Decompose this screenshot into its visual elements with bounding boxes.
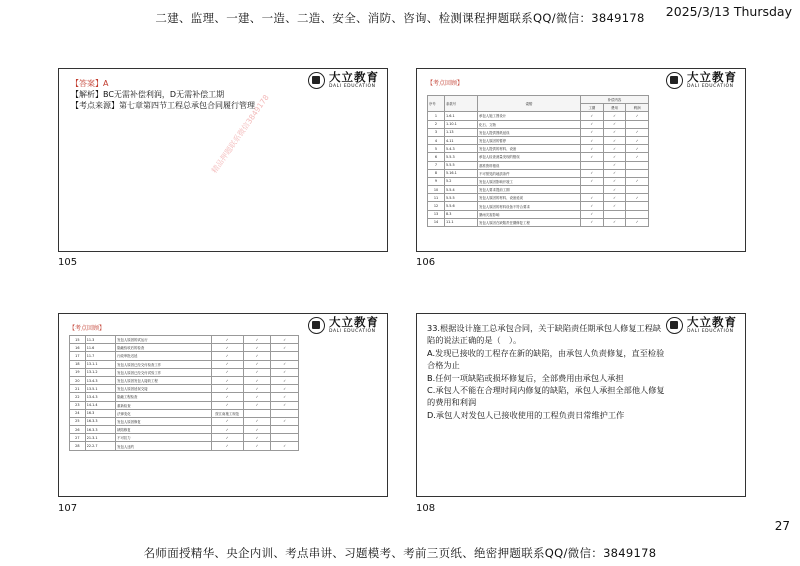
row-cost: ✓ xyxy=(603,145,626,153)
row-cost xyxy=(603,210,626,218)
row-item: 化石、文物 xyxy=(478,120,581,128)
row-profit xyxy=(626,161,649,169)
slide-number: 106 xyxy=(416,257,436,268)
slide-title: 【考点回顾】 xyxy=(427,80,464,87)
logo-en: DALI EDUCATION xyxy=(687,83,734,89)
row-cost: ✓ xyxy=(603,136,626,144)
slide-number: 108 xyxy=(416,503,436,514)
row-cost: ✓ xyxy=(603,112,626,120)
header-no: 序号 xyxy=(428,96,445,112)
logo xyxy=(666,72,737,89)
row-time: ✓ xyxy=(211,360,243,368)
table-row xyxy=(70,434,299,442)
row-clause: 16.3.3 xyxy=(85,417,115,425)
row-profit: ✓ xyxy=(626,194,649,202)
row-item: 承包人检查测量发现的错误 xyxy=(478,153,581,161)
logo-en: DALI EDUCATION xyxy=(329,83,376,89)
row-item: 发包人原因已经交付检查工作 xyxy=(116,360,211,368)
slide-number: 105 xyxy=(58,257,78,268)
row-profit xyxy=(271,434,299,442)
slide-title: 【考点回顾】 xyxy=(69,325,106,332)
row-item: 发包人原因的材料、设备延误 xyxy=(478,194,581,202)
row-number: 27 xyxy=(70,434,86,442)
row-number: 15 xyxy=(70,336,86,344)
logo xyxy=(308,72,379,89)
row-number: 1 xyxy=(428,112,445,120)
row-clause: 14.1.4 xyxy=(85,401,115,409)
table-row xyxy=(70,376,299,384)
table-row xyxy=(428,186,649,194)
header-c1: 工期 xyxy=(581,104,604,112)
row-profit: ✓ xyxy=(271,393,299,401)
row-clause: 11.3 xyxy=(85,336,115,344)
row-item: 行政审批迟延 xyxy=(116,352,211,360)
header-banner: 二建、监理、一建、一造、二造、安全、消防、咨询、检测课程押题联系QQ/微信：3849178 xyxy=(155,11,645,25)
row-item: 发包人提供的材料、设备 xyxy=(478,145,581,153)
row-cost: ✓ xyxy=(243,385,271,393)
row-profit xyxy=(626,120,649,128)
row-number: 18 xyxy=(70,360,86,368)
table-row xyxy=(428,136,649,144)
header-main: 索赔 xyxy=(478,96,581,112)
logo-cn: 大立教育 xyxy=(687,70,737,84)
row-profit: ✓ xyxy=(271,336,299,344)
row-clause: 11.7 xyxy=(85,352,115,360)
row-clause: 5.5.6 xyxy=(445,202,478,210)
row-profit xyxy=(626,169,649,177)
row-clause: 8.3 xyxy=(445,210,478,218)
row-number: 14 xyxy=(428,218,445,226)
row-time: ✓ xyxy=(581,128,604,136)
table-row xyxy=(428,153,649,161)
row-item: 发包人要求提前工期 xyxy=(478,186,581,194)
question-stem: 33.根据设计施工总承包合同，关于缺陷责任期承包人修复工程缺陷的说法正确的是（ ）。 xyxy=(427,323,662,346)
row-time: ✓ xyxy=(211,352,243,360)
row-profit: ✓ xyxy=(626,145,649,153)
row-clause: 5.5.3 xyxy=(445,153,478,161)
logo-icon xyxy=(666,72,683,89)
row-item: 发包人原因的暂停 xyxy=(478,136,581,144)
row-cost: ✓ xyxy=(243,368,271,376)
row-item: 发包人原因修复 xyxy=(116,417,211,425)
option-b: B.任何一项缺陷或损坏修复后，全部费用由承包人承担 xyxy=(427,372,624,383)
table-row xyxy=(70,409,299,417)
row-profit: ✓ xyxy=(271,360,299,368)
row-profit: ✓ xyxy=(271,417,299,425)
row-number: 11 xyxy=(428,194,445,202)
row-item: 发包人原因发包人接收工程 xyxy=(116,376,211,384)
logo xyxy=(666,317,737,334)
row-number: 17 xyxy=(70,352,86,360)
logo-icon xyxy=(308,72,325,89)
row-profit: ✓ xyxy=(626,136,649,144)
page-number: 27 xyxy=(774,519,790,533)
row-clause: 1.6.1 xyxy=(445,112,478,120)
option-a: A.发现已接收的工程存在新的缺陷，由承包人负责修复，直至检验合格为止 xyxy=(427,347,665,371)
row-item: 发包人原因的材料设备不符合要求 xyxy=(478,202,581,210)
row-item: 发包人原因影响开竣工 xyxy=(478,177,581,185)
slide-108 xyxy=(416,313,746,497)
row-cost: ✓ xyxy=(603,128,626,136)
table-row xyxy=(428,194,649,202)
table-row xyxy=(70,360,299,368)
logo-icon xyxy=(308,317,325,334)
table-row xyxy=(428,177,649,185)
row-cost xyxy=(243,409,271,417)
row-item: 发包人违约 xyxy=(116,442,211,450)
row-cost: ✓ xyxy=(603,169,626,177)
row-profit: ✓ xyxy=(626,177,649,185)
row-clause: 11.1 xyxy=(445,218,478,226)
row-clause: 13.1.1 xyxy=(85,360,115,368)
row-cost: ✓ xyxy=(603,202,626,210)
row-time: ✓ xyxy=(581,120,604,128)
row-number: 23 xyxy=(70,401,86,409)
row-number: 20 xyxy=(70,376,86,384)
row-number: 13 xyxy=(428,210,445,218)
row-clause: 5.5.5 xyxy=(445,194,478,202)
row-item: 发包人原因已经交付试验工作 xyxy=(116,368,211,376)
table-row xyxy=(428,120,649,128)
header-c3: 利润 xyxy=(626,104,649,112)
table-row xyxy=(428,218,649,226)
row-profit: ✓ xyxy=(626,128,649,136)
date-label: 2025/3/13 Thursday xyxy=(665,4,792,19)
row-time: ✓ xyxy=(211,336,243,344)
row-time: ✓ xyxy=(581,194,604,202)
slide-105 xyxy=(58,68,388,252)
row-profit xyxy=(271,409,299,417)
row-time: ✓ xyxy=(211,434,243,442)
table-row xyxy=(70,426,299,434)
option-c: C.承包人不能在合理时间内修复的缺陷，承包人承担全部他人修复的费用和利润 xyxy=(427,385,665,408)
row-number: 5 xyxy=(428,145,445,153)
row-item: 发包人原因在缺陷责任期修复工程 xyxy=(478,218,581,226)
row-profit: ✓ xyxy=(271,442,299,450)
row-cost: ✓ xyxy=(243,442,271,450)
row-time: ✓ xyxy=(211,385,243,393)
row-clause: 1.13 xyxy=(445,128,478,136)
row-number: 16 xyxy=(70,344,86,352)
row-profit: ✓ xyxy=(271,385,299,393)
row-number: 22 xyxy=(70,393,86,401)
table-row xyxy=(70,417,299,425)
row-profit: ✓ xyxy=(626,153,649,161)
row-profit xyxy=(626,202,649,210)
row-time: 按江南施工规范 xyxy=(211,409,243,417)
table-row xyxy=(70,352,299,360)
row-time: ✓ xyxy=(581,136,604,144)
table-row xyxy=(428,169,649,177)
row-time: ✓ xyxy=(581,169,604,177)
row-clause: 11.6 xyxy=(85,344,115,352)
row-profit: ✓ xyxy=(626,218,649,226)
table-row xyxy=(70,368,299,376)
row-time: ✓ xyxy=(211,442,243,450)
row-clause: 5.4.3 xyxy=(445,145,478,153)
row-item: 不可预见的地质条件 xyxy=(478,169,581,177)
row-profit xyxy=(626,186,649,194)
row-clause: 5.16.1 xyxy=(445,169,478,177)
row-item: 不可抗力 xyxy=(116,434,211,442)
table-row xyxy=(428,210,649,218)
table-row xyxy=(70,344,299,352)
source-line: 【考点来源】第七章第四节工程总承包合同履行管理 xyxy=(71,101,255,110)
row-number: 3 xyxy=(428,128,445,136)
row-clause: 13.1.2 xyxy=(85,368,115,376)
answer-line: 【答案】A xyxy=(71,79,109,88)
row-cost: ✓ xyxy=(243,352,271,360)
row-clause: 13.4.3 xyxy=(85,376,115,384)
row-item: 暴雨灾害影响 xyxy=(478,210,581,218)
row-number: 9 xyxy=(428,177,445,185)
row-time: ✓ xyxy=(211,368,243,376)
row-number: 21 xyxy=(70,385,86,393)
row-clause: 5.2 xyxy=(445,177,478,185)
option-d: D.承包人对发包人已接收使用的工程负责日常维护工作 xyxy=(427,409,625,420)
row-clause: 13.5.1 xyxy=(85,385,115,393)
row-clause: 16.3 xyxy=(85,409,115,417)
row-time: ✓ xyxy=(211,426,243,434)
row-cost: ✓ xyxy=(243,344,271,352)
row-number: 2 xyxy=(428,120,445,128)
row-profit: ✓ xyxy=(271,368,299,376)
table-row xyxy=(70,401,299,409)
row-clause: 13.4.3 xyxy=(85,393,115,401)
table-row xyxy=(70,393,299,401)
row-clause: 4.11 xyxy=(445,136,478,144)
row-cost: ✓ xyxy=(243,417,271,425)
row-time: ✓ xyxy=(581,153,604,161)
logo-icon xyxy=(666,317,683,334)
slide-107 xyxy=(58,313,388,497)
question-block xyxy=(427,322,667,421)
row-time: ✓ xyxy=(581,202,604,210)
row-item: 发包人原因的试运行 xyxy=(116,336,211,344)
row-time: ✓ xyxy=(581,145,604,153)
row-time: ✓ xyxy=(581,218,604,226)
row-cost: ✓ xyxy=(603,177,626,185)
row-cost: ✓ xyxy=(603,120,626,128)
watermark: 精品押题联系微信3849178 xyxy=(209,93,271,175)
row-time: ✓ xyxy=(211,344,243,352)
row-cost: ✓ xyxy=(603,161,626,169)
footer-banner: 名师面授精华、央企内训、考点串讲、习题模考、考前三页纸、绝密押题联系QQ/微信：3849178 xyxy=(143,546,657,560)
row-cost: ✓ xyxy=(243,336,271,344)
table-row xyxy=(428,112,649,120)
row-number: 7 xyxy=(428,161,445,169)
row-number: 10 xyxy=(428,186,445,194)
row-number: 19 xyxy=(70,368,86,376)
logo-en: DALI EDUCATION xyxy=(329,328,376,334)
row-time: ✓ xyxy=(581,210,604,218)
row-time: ✓ xyxy=(581,177,604,185)
row-number: 4 xyxy=(428,136,445,144)
row-time: ✓ xyxy=(211,393,243,401)
row-time xyxy=(581,161,604,169)
table-row xyxy=(70,442,299,450)
row-number: 8 xyxy=(428,169,445,177)
row-item: 发包人提供图纸延误 xyxy=(478,128,581,136)
row-cost: ✓ xyxy=(243,393,271,401)
row-clause: 5.5.4 xyxy=(445,186,478,194)
row-clause: 5.5.5 xyxy=(445,161,478,169)
table-row xyxy=(70,336,299,344)
logo-cn: 大立教育 xyxy=(329,70,379,84)
analysis-line: 【解析】BC无需补偿利润，D无需补偿工期 xyxy=(71,90,225,99)
row-time: ✓ xyxy=(211,417,243,425)
header-clause: 条款号 xyxy=(445,96,478,112)
row-cost: ✓ xyxy=(243,376,271,384)
logo-en: DALI EDUCATION xyxy=(687,328,734,334)
row-item: 隐蔽验收后的检查 xyxy=(116,344,211,352)
claims-table xyxy=(427,95,649,227)
row-time: ✓ xyxy=(211,376,243,384)
row-profit: ✓ xyxy=(626,112,649,120)
row-item: 缺陷修复 xyxy=(116,426,211,434)
row-item: 发包人原因延误交接 xyxy=(116,385,211,393)
header-group: 补偿内容 xyxy=(581,96,649,104)
row-clause: 22.2.7 xyxy=(85,442,115,450)
table-row xyxy=(428,161,649,169)
row-cost: ✓ xyxy=(603,153,626,161)
row-number: 28 xyxy=(70,442,86,450)
table-row xyxy=(428,145,649,153)
row-clause: 1.10.1 xyxy=(445,120,478,128)
slide-106 xyxy=(416,68,746,252)
row-cost: ✓ xyxy=(243,401,271,409)
slide-number: 107 xyxy=(58,503,78,514)
row-cost: ✓ xyxy=(603,218,626,226)
row-number: 25 xyxy=(70,417,86,425)
row-clause: 21.3.1 xyxy=(85,434,115,442)
row-item: 基准资料错误 xyxy=(478,161,581,169)
claims-table xyxy=(69,335,299,451)
row-profit: ✓ xyxy=(271,401,299,409)
answer-block xyxy=(71,78,255,111)
table-row xyxy=(428,128,649,136)
row-time: ✓ xyxy=(581,112,604,120)
row-profit: ✓ xyxy=(271,344,299,352)
logo xyxy=(308,317,379,334)
row-number: 12 xyxy=(428,202,445,210)
table-row xyxy=(70,385,299,393)
row-cost: ✓ xyxy=(243,360,271,368)
row-profit: ✓ xyxy=(271,376,299,384)
row-profit xyxy=(271,352,299,360)
row-number: 26 xyxy=(70,426,86,434)
row-item: 重新检查 xyxy=(116,401,211,409)
logo-cn: 大立教育 xyxy=(687,315,737,329)
table-row xyxy=(428,202,649,210)
row-number: 24 xyxy=(70,409,86,417)
row-time xyxy=(581,186,604,194)
row-profit xyxy=(626,210,649,218)
row-item: 承包人施工图设计 xyxy=(478,112,581,120)
row-cost: ✓ xyxy=(603,194,626,202)
row-cost: ✓ xyxy=(243,426,271,434)
header-c2: 费用 xyxy=(603,104,626,112)
row-cost: ✓ xyxy=(243,434,271,442)
logo-cn: 大立教育 xyxy=(329,315,379,329)
row-cost: ✓ xyxy=(603,186,626,194)
row-item: 隐蔽工程检查 xyxy=(116,393,211,401)
row-number: 6 xyxy=(428,153,445,161)
row-clause: 16.3.3 xyxy=(85,426,115,434)
row-item: 法律变化 xyxy=(116,409,211,417)
row-profit xyxy=(271,426,299,434)
row-time: ✓ xyxy=(211,401,243,409)
